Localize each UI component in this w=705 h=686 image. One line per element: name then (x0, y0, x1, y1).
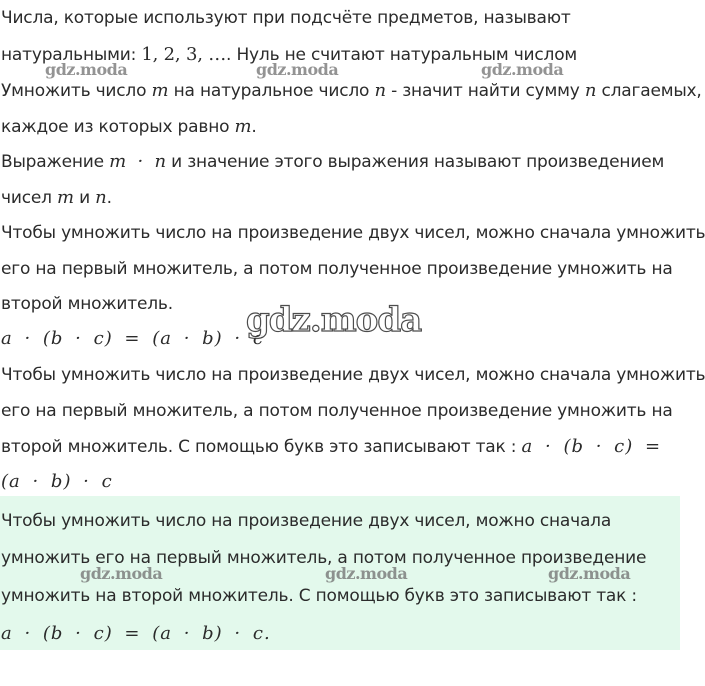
math-expr: m · n (109, 151, 166, 172)
text-line: второй множитель. С помощью букв это записывают так : a · (b · c) = (1, 436, 662, 457)
text-line: умножить его на первый множитель, а потом полученное произведение (1, 548, 647, 568)
text-line: его на первый множитель, а потом полученное произведение умножить на (1, 259, 673, 279)
text-line: Числа, которые используют при подсчёте предметов, называют (1, 8, 571, 28)
math-var: n (95, 187, 107, 208)
text-line: умножить на второй множитель. С помощью букв это записывают так : (1, 586, 637, 606)
text-line: натуральными: 1, 2, 3, …. Нуль не считают натуральным числом (1, 44, 578, 65)
formula: a · (b · c) = (521, 436, 662, 457)
watermark: gdz.moda (80, 564, 163, 583)
watermark: gdz.moda (45, 60, 128, 79)
watermark: gdz.moda (481, 60, 564, 79)
text-line: Чтобы умножить число на произведение двух чисел, можно сначала умножить (1, 223, 705, 243)
text-line: второй множитель. (1, 294, 173, 314)
text-line: каждое из которых равно m. (1, 116, 257, 137)
math-var: n (584, 80, 597, 101)
math-var: n (374, 80, 386, 101)
formula: (a · b) · c (1, 471, 113, 492)
math-numbers: 1, 2, 3, … (141, 44, 227, 65)
watermark-large: gdz.moda (246, 300, 422, 340)
watermark: gdz.moda (256, 60, 339, 79)
watermark: gdz.moda (325, 564, 408, 583)
text-line: Выражение m · n и значение этого выражения называют произведением (1, 151, 665, 172)
math-var: m (234, 116, 252, 137)
text-line: Чтобы умножить число на произведение двух чисел, можно сначала (1, 511, 612, 531)
text-line: чисел m и n. (1, 187, 112, 208)
text-line: его на первый множитель, а потом полученное произведение умножить на (1, 401, 673, 421)
watermark: gdz.moda (548, 564, 631, 583)
math-var: m (151, 80, 169, 101)
formula: a · (b · c) = (a · b) · c (1, 328, 264, 349)
text-line: Умножить число m на натуральное число n - значит найти сумму n слагаемых, (1, 80, 702, 101)
formula: a · (b · c) = (a · b) · c. (1, 623, 271, 644)
math-var: m (56, 187, 74, 208)
text-line: Чтобы умножить число на произведение двух чисел, можно сначала умножить (1, 365, 705, 385)
